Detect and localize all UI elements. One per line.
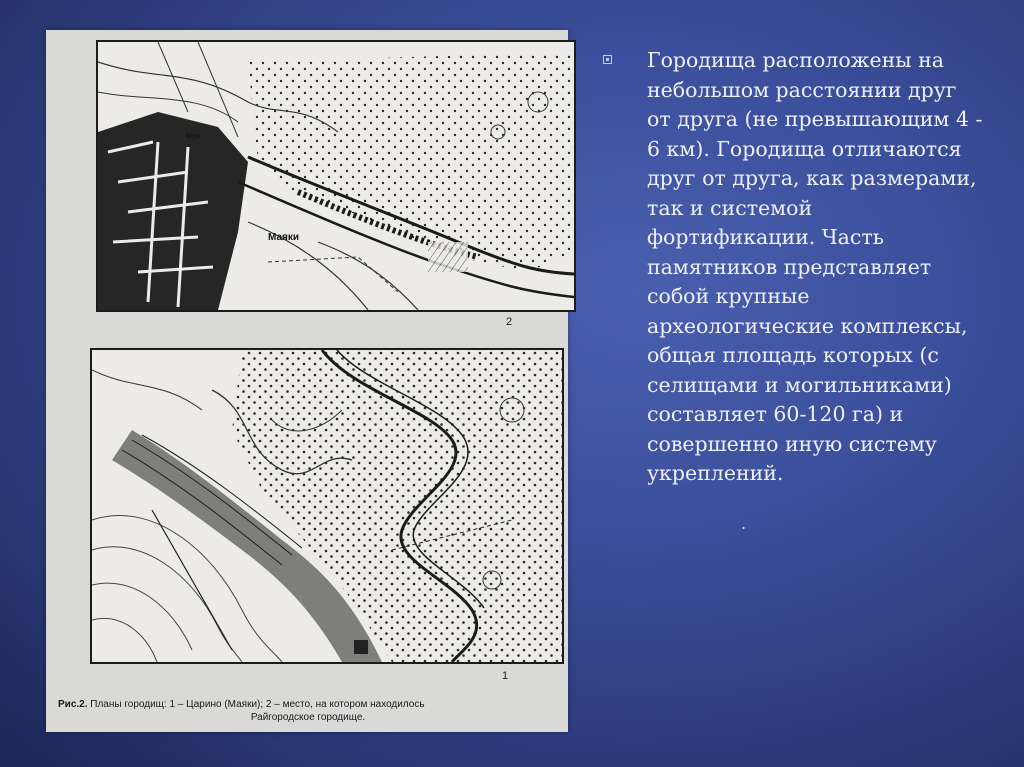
bullet-square-icon (603, 55, 612, 64)
label-mayaki: Маяки (268, 232, 300, 243)
town-blocks (98, 112, 248, 310)
caption-line-1: Планы городищ: 1 – Царино (Маяки); 2 – место, на котором находилось (87, 699, 425, 710)
bullet-text: Городища расположены на небольшом расстоянии друг от друга (не превышающим 4 - 6 км). Городища отличаются друг от друга, как размерами, так и системой фортификации. Часть памятников представляет собой крупные археологические комплексы, общая площадь которых (с селищами и могильниками) составляет 60-120 га) и совершенно иную систему укреплений. (647, 48, 983, 485)
bullet-item (603, 46, 983, 489)
figure-caption (58, 698, 558, 724)
caption-prefix: Рис.2. (58, 699, 88, 710)
stray-mark: . (741, 514, 747, 533)
map-site-1 (90, 348, 564, 664)
label-muzh: Муж. (186, 133, 203, 140)
lowland-dots (232, 350, 562, 662)
map-site-2 (96, 40, 576, 312)
map-number-2: 2 (506, 316, 513, 328)
caption-line-2: Райгородское городище. (250, 712, 366, 723)
map-number-1: 1 (502, 670, 509, 682)
scanned-figure (46, 30, 568, 732)
map-drawing-top (98, 42, 574, 310)
map-drawing-bottom (92, 350, 562, 662)
